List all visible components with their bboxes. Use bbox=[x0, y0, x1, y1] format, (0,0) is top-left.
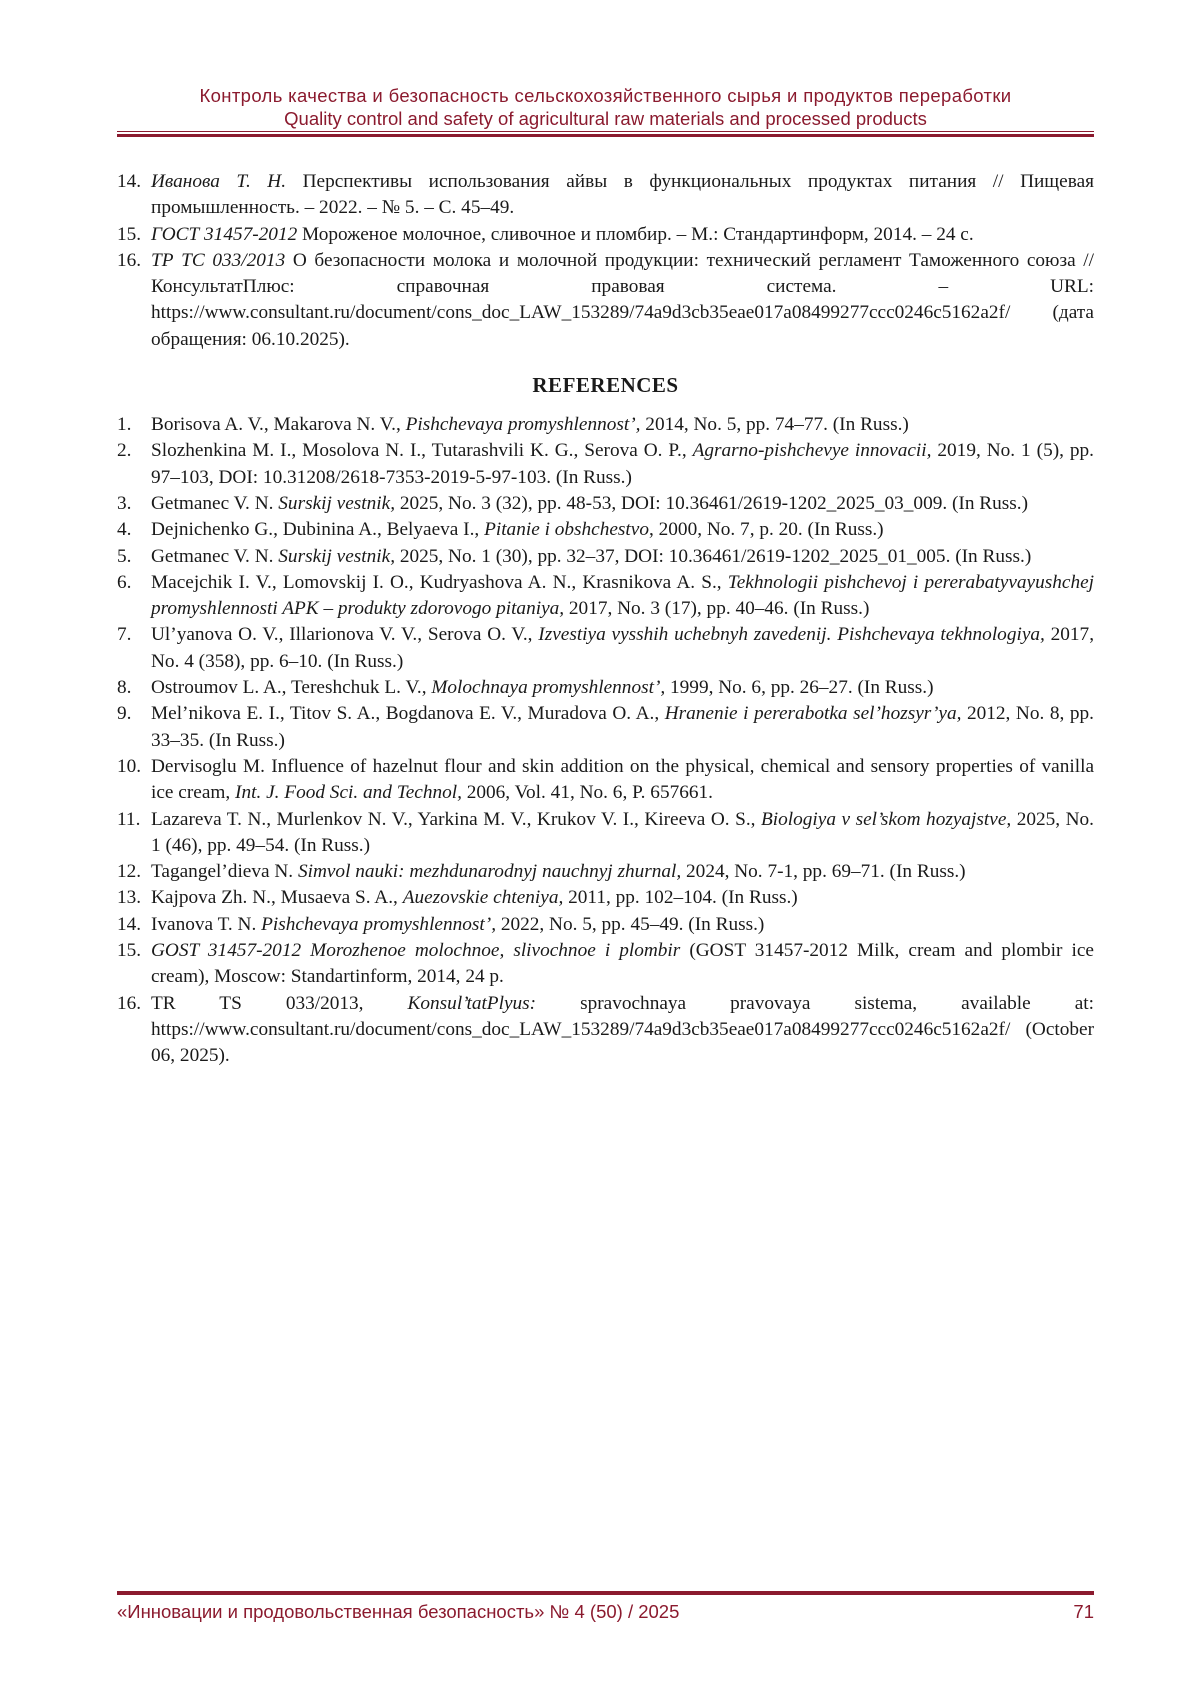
reference-item bbox=[117, 859, 1094, 885]
reference-text: Kajpova Zh. N., Musaeva S. A., bbox=[151, 887, 403, 909]
reference-source-italic: Auezovskie chteniya, bbox=[402, 887, 564, 909]
reference-source-italic: ГОСТ 31457-2012 bbox=[151, 223, 298, 245]
footer-divider bbox=[117, 1589, 1094, 1595]
reference-text: 2012, No. 8, pp. 33–35. (In Russ.) bbox=[151, 703, 1094, 751]
reference-source-italic: Иванова Т. Н. bbox=[151, 171, 287, 192]
reference-number: 4. bbox=[117, 519, 132, 541]
reference-number: 10. bbox=[117, 755, 142, 777]
page-content bbox=[117, 169, 1094, 1070]
reference-text: 2025, No. 1 (30), pp. 32–37, DOI: 10.36461/2619-1202_2025_01_005. (In Russ.) bbox=[395, 545, 1032, 567]
reference-source-italic: Pishchevaya promyshlennost’, bbox=[261, 913, 497, 935]
reference-text: Dejnichenko G., Dubinina A., Belyaeva I., bbox=[151, 519, 485, 541]
reference-source-italic: Surskij vestnik, bbox=[278, 492, 396, 514]
reference-item bbox=[117, 544, 1094, 570]
reference-source-italic: GOST 31457-2012 Morozhenoe molochnoe, slivochnoe i plombir bbox=[151, 940, 681, 962]
reference-number: 15. bbox=[117, 223, 142, 245]
reference-text: 2017, No. 4 (358), pp. 6–10. (In Russ.) bbox=[151, 624, 1095, 672]
reference-text: 2011, pp. 102–104. (In Russ.) bbox=[563, 887, 798, 909]
reference-text: 2025, No. 3 (32), pp. 48-53, DOI: 10.36461/2619-1202_2025_03_009. (In Russ.) bbox=[395, 492, 1029, 514]
reference-text: 2025, No. 1 (46), pp. 49–54. (In Russ.) bbox=[151, 808, 1094, 856]
reference-item bbox=[117, 991, 1094, 1070]
reference-item bbox=[117, 885, 1094, 911]
reference-item bbox=[117, 491, 1094, 517]
reference-text: 2014, No. 5, pp. 74–77. (In Russ.) bbox=[640, 414, 909, 436]
reference-number: 3. bbox=[117, 492, 132, 514]
running-header bbox=[117, 84, 1094, 130]
reference-item bbox=[117, 622, 1094, 675]
reference-text: Ivanova T. N. bbox=[151, 913, 262, 935]
reference-source-italic: Molochnaya promyshlennost’, bbox=[431, 677, 666, 699]
reference-text: О безопасности молока и молочной продукции: технический регламент Таможенного союза // КонсультатПлюс: справочная правовая система. – URL: https://www.consultant.ru/document/cons_doc_LAW_153289/74a9d3cb35eae017a08499277ccc0246c5162a2f/ (дата обращения: 06.10.2025). bbox=[151, 249, 1094, 350]
reference-item bbox=[117, 248, 1094, 353]
english-reference-list bbox=[117, 412, 1094, 1069]
page-number: 71 bbox=[1073, 1601, 1094, 1622]
reference-text: Slozhenkina M. I., Mosolova N. I., Tutarashvili K. G., Serova O. P., bbox=[151, 440, 693, 462]
reference-item bbox=[117, 938, 1094, 991]
reference-text: spravochnaya pravovaya sistema, available at: https://www.consultant.ru/document/cons_doc_LAW_153289/74a9d3cb35eae017a08499277ccc0246c5162a2f/ (October 06, 2025). bbox=[151, 992, 1094, 1067]
reference-number: 5. bbox=[117, 545, 132, 567]
reference-source-italic: Pishchevaya promyshlennost’, bbox=[405, 414, 641, 436]
reference-text: Мороженое молочное, сливочное и пломбир. – М.: Стандартинформ, 2014. – 24 с. bbox=[297, 223, 974, 245]
reference-text: Macejchik I. V., Lomovskij I. O., Kudryashova A. N., Krasnikova A. S., bbox=[151, 571, 728, 593]
reference-item bbox=[117, 169, 1094, 222]
reference-number: 14. bbox=[117, 913, 142, 935]
references-heading: REFERENCES bbox=[532, 373, 679, 398]
reference-text: Ul’yanova O. V., Illarionova V. V., Serova O. V., bbox=[151, 624, 539, 646]
reference-number: 16. bbox=[117, 992, 142, 1014]
reference-source-italic: Int. J. Food Sci. and Technol, bbox=[235, 782, 462, 804]
reference-text: , 2000, No. 7, p. 20. (In Russ.) bbox=[649, 519, 884, 541]
reference-number: 9. bbox=[117, 703, 132, 725]
reference-number: 6. bbox=[117, 571, 132, 593]
reference-item bbox=[117, 222, 1094, 248]
reference-source-italic: Tekhnologii pishchevoj i pererabatyvayushchej promyshlennosti APK – produkty zdorovogo pitaniya, bbox=[151, 571, 1094, 620]
reference-item bbox=[117, 570, 1094, 623]
reference-number: 11. bbox=[117, 808, 141, 830]
reference-text: 2022, No. 5, pp. 45–49. (In Russ.) bbox=[496, 913, 765, 935]
reference-text: Borisova A. V., Makarova N. V., bbox=[151, 414, 406, 436]
reference-text: 2019, No. 1 (5), pp. 97–103, DOI: 10.31208/2618-7353-2019-5-97-103. (In Russ.) bbox=[151, 440, 1094, 488]
reference-item bbox=[117, 412, 1094, 438]
reference-text: 2024, No. 7-1, pp. 69–71. (In Russ.) bbox=[681, 861, 966, 883]
header-divider bbox=[117, 131, 1094, 137]
reference-text: Dervisoglu M. Influence of hazelnut flour and skin addition on the physical, chemical and sensory properties of vanilla ice cream, bbox=[151, 755, 1094, 804]
reference-text: 1999, No. 6, pp. 26–27. (In Russ.) bbox=[665, 677, 934, 699]
reference-text: Getmanec V. N. bbox=[151, 545, 279, 567]
reference-number: 12. bbox=[117, 861, 142, 883]
reference-number: 2. bbox=[117, 440, 132, 462]
reference-text: (GOST 31457-2012 Milk, cream and plombir ice cream), Moscow: Standartinform, 2014, 24 p. bbox=[151, 940, 1094, 988]
reference-source-italic: Simvol nauki: mezhdunarodnyj nauchnyj zhurnal, bbox=[297, 861, 682, 883]
russian-reference-list bbox=[117, 169, 1094, 353]
reference-text: Getmanec V. N. bbox=[151, 492, 279, 514]
reference-item bbox=[117, 807, 1094, 860]
reference-text: 2017, No. 3 (17), pp. 40–46. (In Russ.) bbox=[564, 598, 870, 620]
reference-source-italic: Pitanie i obshchestvo bbox=[484, 519, 649, 541]
reference-text: Lazareva T. N., Murlenkov N. V., Yarkina M. V., Krukov V. I., Kireeva O. S., bbox=[151, 808, 762, 830]
reference-number: 14. bbox=[117, 171, 142, 192]
reference-source-italic: Surskij vestnik, bbox=[278, 545, 396, 567]
reference-text: Tagangel’dieva N. bbox=[151, 861, 298, 883]
reference-source-italic: Konsul’tatPlyus: bbox=[407, 992, 537, 1014]
reference-text: Перспективы использования айвы в функциональных продуктах питания // Пищевая промышленность. – 2022. – № 5. – С. 45–49. bbox=[151, 171, 1094, 219]
reference-number: 8. bbox=[117, 677, 132, 699]
reference-source-italic: Agrarno-pishchevye innovacii, bbox=[692, 440, 932, 462]
reference-item bbox=[117, 701, 1094, 754]
reference-source-italic: Biologiya v sel’skom hozyajstve, bbox=[761, 808, 1012, 830]
reference-item bbox=[117, 675, 1094, 701]
reference-number: 15. bbox=[117, 940, 142, 962]
reference-source-italic: ТР ТС 033/2013 bbox=[151, 249, 286, 271]
reference-number: 13. bbox=[117, 887, 142, 909]
reference-item bbox=[117, 754, 1094, 807]
header-title-en: Quality control and safety of agricultural raw materials and processed products bbox=[284, 108, 927, 129]
reference-text: TR TS 033/2013, bbox=[151, 992, 408, 1014]
reference-item bbox=[117, 912, 1094, 938]
reference-text: 2006, Vol. 41, No. 6, P. 657661. bbox=[461, 782, 713, 804]
journal-issue: «Инновации и продовольственная безопасность» № 4 (50) / 2025 bbox=[117, 1601, 680, 1622]
running-footer bbox=[117, 1601, 1094, 1623]
reference-text: Ostroumov L. A., Tereshchuk L. V., bbox=[151, 677, 432, 699]
reference-number: 16. bbox=[117, 249, 142, 271]
reference-source-italic: Hranenie i pererabotka sel’hozsyr’ya, bbox=[664, 703, 962, 725]
reference-item bbox=[117, 517, 1094, 543]
reference-number: 1. bbox=[117, 414, 132, 436]
header-title-ru: Контроль качества и безопасность сельскохозяйственного сырья и продуктов переработки bbox=[199, 85, 1012, 106]
reference-item bbox=[117, 438, 1094, 491]
reference-number: 7. bbox=[117, 624, 132, 646]
reference-source-italic: Izvestiya vysshih uchebnyh zavedenij. Pishchevaya tekhnologiya, bbox=[538, 624, 1045, 646]
reference-text: Mel’nikova E. I., Titov S. A., Bogdanova E. V., Muradova O. A., bbox=[151, 703, 665, 725]
